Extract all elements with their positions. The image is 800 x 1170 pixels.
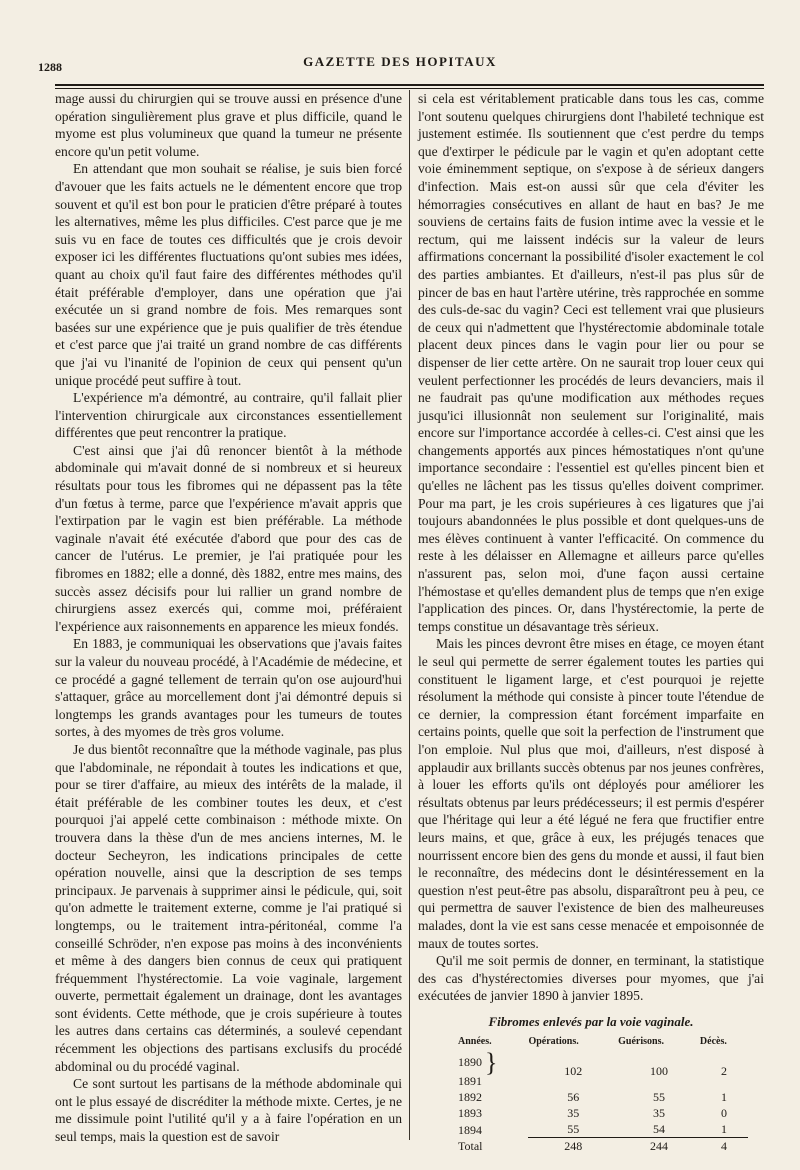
year-cell: 1890 [458,1055,482,1070]
table-row [458,1053,748,1073]
table-header-row [458,1034,748,1053]
table-caption: Fibromes enlevés par la voie vaginale. [488,1013,694,1029]
paragraph: C'est ainsi que j'ai dû renoncer bientôt à la méthode abdominale qui m'avait donné de si nombreux et si heureux résultats pour tous les fibromes qui ne dépassent pas la tête d'un fœtus à terme, parce que l'expérience m'avait appris que l'extirpation par le vagin est bien préférable. La méthode vaginale n'avait été exécutée d'abord que pour des cas de cancer de l'utérus. Le premier, je l'ai pratiquée pour les fibromes en 1882; elle a donné, dès 1882, entre mes mains, des succès assez décisifs pour lui rallier un grand nombre de chirurgiens assez exercés qui, comme moi, préféraient l'expérience aux raisonnements en apparence les mieux fondés. [55,442,402,634]
header-rule-thin [55,88,764,89]
left-column [55,90,402,1146]
paragraph: si cela est véritablement praticable dans tous les cas, comme l'ont soutenu quelques chirurgiens dont l'habileté technique est justement estimée. Ils soutiennent que c'est perdre du temps que d'extirper le pédicule par le vagin et qu'en adoptant cette voie éminemment septique, on s'expose à de sérieux dangers d'infection. Mais est-on aussi sûr que cela d'éviter les hémorragies consécutives en allant de haut en bas? Je me souviens de certains faits de fusion intime avec la vessie et le rectum, qui me laissent indécis sur la valeur de leurs affirmations concernant la possibilité d'isoler exactement le col des parties ambiantes. Et d'ailleurs, n'est-il pas plus sûr de pincer de bas en haut l'artère utérine, très rapprochée en somme des culs-de-sac du vagin? Ceci est tellement vrai que plusieurs de ceux qui n'admettent que l'hystérectomie abdominale totale placent deux pinces dans le vagin pour lier ou pour se dispenser de lier cette artère. On ne saurait trop louer ceux qui veulent perfectionner les procédés de leurs devanciers, mais il ne faudrait pas qu'une modification aux méthodes reçues jusqu'ici illusionnât non seulement sur l'originalité, mais encore sur l'importance accordée à celles-ci. C'est ainsi que les changements apportés aux pinces hémostatiques n'ont qu'une importance secondaire : l'essentiel est qu'elles pincent bien et qu'elles ne lâchent pas les tissus qu'elles doivent comprimer. Pour ma part, je les crois supérieures à ces ligatures que j'ai toujours abandonnées le plus possible et dont quelques-uns de mes élèves continuent à vanter l'efficacité. On commence du reste à les délaisser en Allemagne et ailleurs parce qu'elles n'assurent pas, selon moi, d'une façon aussi certaine l'hémostase et qu'elles demandent plus de temps que n'en exige l'application des pinces. Or, dans l'hystérectomie, la perte de temps constitue un désavantage très sérieux. [418,91,764,634]
operations-cell: 35 [567,1106,580,1121]
column-divider [409,90,410,1140]
guerisons-cell: 54 [653,1122,666,1137]
statistics-table [458,1034,748,1154]
operations-cell: 56 [567,1090,580,1105]
operations-cell: 55 [567,1122,580,1137]
header-deces: Décès. [699,1036,727,1048]
operations-cell: 102 [564,1064,583,1079]
header-operations: Opérations. [528,1036,579,1048]
total-operations: 248 [528,1138,618,1155]
year-cell: 1894 [458,1122,482,1137]
table-row [458,1089,748,1105]
table-total-row [458,1138,748,1155]
year-cell: 1893 [458,1106,482,1121]
paragraph: L'expérience m'a démontré, au contraire, qu'il fallait plier l'intervention chirurgicale aux circonstances essentiellement différentes que peut rencontrer la pratique. [55,390,402,441]
paragraph: Ce sont surtout les partisans de la méthode abdominale qui ont le plus essayé de discréditer la méthode mixte. Certes, je ne me dissimule point l'utilité qu'il y a à faire l'opération en un seul temps, mais la question est de savoir [55,1076,402,1145]
header-guerisons: Guérisons. [618,1036,664,1048]
running-title: GAZETTE DES HOPITAUX [303,54,497,69]
paragraph: Mais les pinces devront être mises en étage, ce moyen étant le seul qui permette de serrer également toutes les parties qui constituent le ligament large, et c'est pourquoi je rejette résolument la méthode qui consiste à pincer toute l'étendue de ce dernier, la compression étant forcément imparfaite en certains points, quelle que soit la perfection de l'instrument que l'on emploie. Nul plus que moi, d'ailleurs, n'est disposé à applaudir aux brillants succès obtenus par nos jeunes confrères, à louer les efforts qu'ils ont déployés pour améliorer les résultats obtenus par leurs prédécesseurs; il est permis d'espérer que l'héritage qui leur a été légué ne fera que fructifier entre leurs mains, et que, grâce à eux, les préjugés tenaces que nourrissent encore bien des gens du monde et aussi, il faut bien le reconnaître, des médecins dont le désintéressement en la question n'est peut-être pas absolu, disparaîtront peu à peu, ce qui permettra de sauver l'existence de bien des malheureuses malades, dont la vie est sans cesse menacée et empoisonnée de maux de toutes sortes. [418,636,764,951]
page-header [38,48,762,74]
header-annees: Années. [458,1036,492,1048]
deces-cell: 1 [720,1122,727,1137]
deces-cell: 2 [720,1064,727,1079]
right-column [418,90,764,1154]
brace-symbol: } [485,1048,498,1078]
deces-cell: 1 [720,1090,727,1105]
page-number: 1288 [38,60,62,74]
year-cell: 1891 [458,1074,482,1089]
guerisons-cell: 100 [650,1064,669,1079]
paragraph: mage aussi du chirurgien qui se trouve aussi en présence d'une opération singulièrement plus grave et plus difficile, quand le myome est plus volumineux que quand la tumeur ne présente encore qu'un petit volume. [55,91,402,159]
paragraph: En 1883, je communiquai les observations que j'avais faites sur la valeur du nouveau procédé, à l'Académie de médecine, et ce procédé a gagné tellement de terrain qu'on ose aujourd'hui s'attaquer, grâce au morcellement dont j'ai démontré depuis si longtemps les grands avantages pour les tumeurs de toutes sortes, à des myomes de très gros volume. [55,636,402,740]
total-guerisons: 244 [618,1138,700,1155]
guerisons-cell: 35 [653,1106,666,1121]
guerisons-cell: 55 [653,1090,666,1105]
total-label: Total [458,1139,483,1154]
right-column-text [418,90,764,1005]
deces-cell: 0 [720,1106,727,1121]
header-rule-thick [55,84,764,86]
year-cell: 1892 [458,1090,482,1105]
paragraph: En attendant que mon souhait se réalise, je suis bien forcé d'avouer que les faits actuels ne le démentent encore que trop souvent et qu'il est bon pour le praticien d'être préparé à toutes les alternatives, même les plus difficiles. C'est parce que je me suis vu en face de toutes ces difficultés que je crois devoir exposer ici les différentes fluctuations qu'ont subies mes idées, quant au choix qu'il faut faire des différentes méthodes qu'il était préférable d'employer, dans une opération que j'ai exécutée un si grand nombre de fois. Mes remarques sont basées sur une expérience que je puis qualifier de très étendue et c'est parce que j'ai traité un grand nombre de cas différents que j'ai vu l'inanité de l'opinion de ceux qui pensent qu'un unique procédé peut suffire à tout. [55,161,402,388]
paragraph: Qu'il me soit permis de donner, en terminant, la statistique des cas d'hystérectomies diverses pour myomes, que j'ai exécutées de janvier 1890 à janvier 1895. [418,953,764,1004]
total-deces: 4 [700,1138,748,1155]
paragraph: Je dus bientôt reconnaître que la méthode vaginale, pas plus que l'abdominale, ne répondait à toutes les indications et que, pour se tirer d'affaire, au mieux des intérêts de la malade, il était préférable de les combiner toutes les deux, et c'est pourquoi j'ai appelé cette combinaison : méthode mixte. On trouvera dans la thèse d'un de mes anciens internes, M. le docteur Secheyron, les indications principales de cette opération nouvelle, ainsi que la description de ses temps principaux. Je parvenais à supprimer ainsi le pédicule, qui, soit qu'on admette le traitement externe, comme je l'ai pratiqué si longtemps, ou le traitement intra-péritonéal, comme l'a conseillé Schröder, n'en expose pas moins à des inconvénients et même à des dangers bien connus de ceux qui pratiquent fréquemment l'hystérectomie. La voie vaginale, largement ouverte, permettait également un drainage, dont les avantages sont évidents. Cette méthode, que je crois supérieure à toutes les autres dans certains cas déterminés, a soulevé cependant récemment les objections des partisans exclusifs du procédé abdominal ou du procédé vaginal. [55,741,402,1074]
table-row [458,1105,748,1121]
table-row [458,1121,748,1138]
